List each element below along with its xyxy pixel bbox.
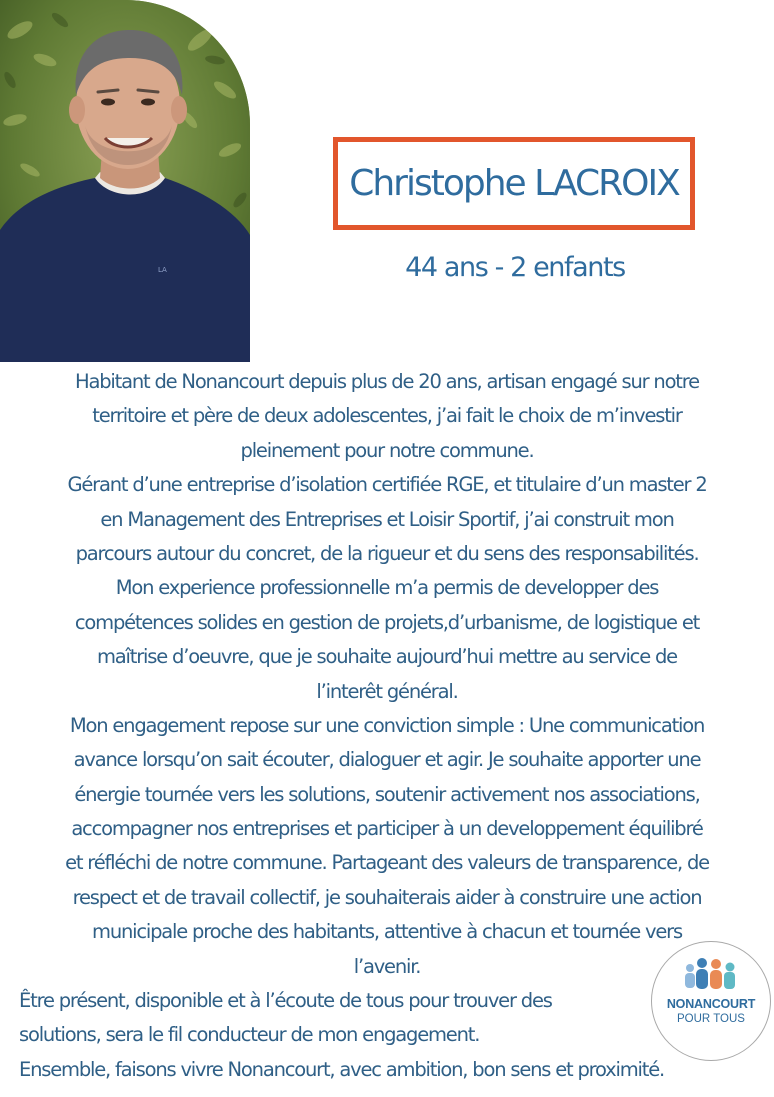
candidate-name: Christophe LACROIX — [349, 163, 679, 204]
bio-line: compétences solides en gestion de projets,d’urbanisme, de logistique et — [74, 610, 700, 634]
bio-line: avance lorsqu’on sait écouter, dialoguer et agir. Je souhaite apporter une — [73, 748, 701, 772]
bio-line: Mon experience professionnelle m’a permis de developper des — [115, 576, 659, 600]
closing-line: Être présent, disponible et à l’écoute de tous pour trouver des — [19, 989, 552, 1012]
closing-paragraph — [19, 984, 664, 1087]
candidate-subtitle: 44 ans - 2 enfants — [405, 252, 625, 283]
bio-line: en Management des Entreprises et Loisir Sportif, j’ai construit mon — [100, 507, 674, 531]
nonancourt-pour-tous-logo — [651, 941, 771, 1061]
bio-line: municipale proche des habitants, attentive à chacun et tournée vers — [92, 920, 682, 944]
bio-line: maîtrise d’oeuvre, que je souhaite aujourd’hui mettre au service de — [97, 645, 677, 669]
closing-line: Ensemble, faisons vivre Nonancourt, avec ambition, bon sens et proximité. — [19, 1057, 664, 1081]
bio-line: territoire et père de deux adolescentes, j’ai fait le choix de m’investir — [92, 404, 682, 428]
name-frame — [333, 137, 695, 230]
bio-line: l’interêt général. — [316, 679, 458, 703]
bio-line: Mon engagement repose sur une conviction simple : Une communication — [69, 713, 705, 737]
bio-line: Habitant de Nonancourt depuis plus de 20 ans, artisan engagé sur notre — [75, 370, 699, 393]
svg-text:LA: LA — [158, 266, 167, 274]
bio-line: pleinement pour notre commune. — [240, 438, 534, 462]
bio-line: et réfléchi de notre commune. Partageant des valeurs de transparence, de — [65, 851, 709, 875]
bio-line: parcours autour du concret, de la rigueur et du sens des responsabilités. — [75, 541, 699, 565]
bio-line: respect et de travail collectif, je souhaiterais aider à construire une action — [72, 885, 702, 909]
bio-line: accompagner nos entreprises et participer à un developpement équilibré — [71, 817, 703, 841]
logo-subtitle: POUR TOUS — [677, 1013, 745, 1025]
bio-line: l’avenir. — [353, 954, 421, 978]
portrait-illustration — [0, 0, 250, 362]
portrait-photo — [0, 0, 250, 362]
closing-line: solutions, sera le fil conducteur de mon engagement. — [19, 1023, 480, 1047]
bio-line: énergie tournée vers les solutions, soutenir activement nos associations, — [74, 782, 700, 806]
logo-title: NONANCOURT — [666, 997, 756, 1011]
bio-paragraph — [8, 365, 766, 984]
bio-line: Gérant d’une entreprise d’isolation certifiée RGE, et titulaire d’un master 2 — [67, 473, 707, 497]
people-group-icon — [683, 956, 739, 992]
